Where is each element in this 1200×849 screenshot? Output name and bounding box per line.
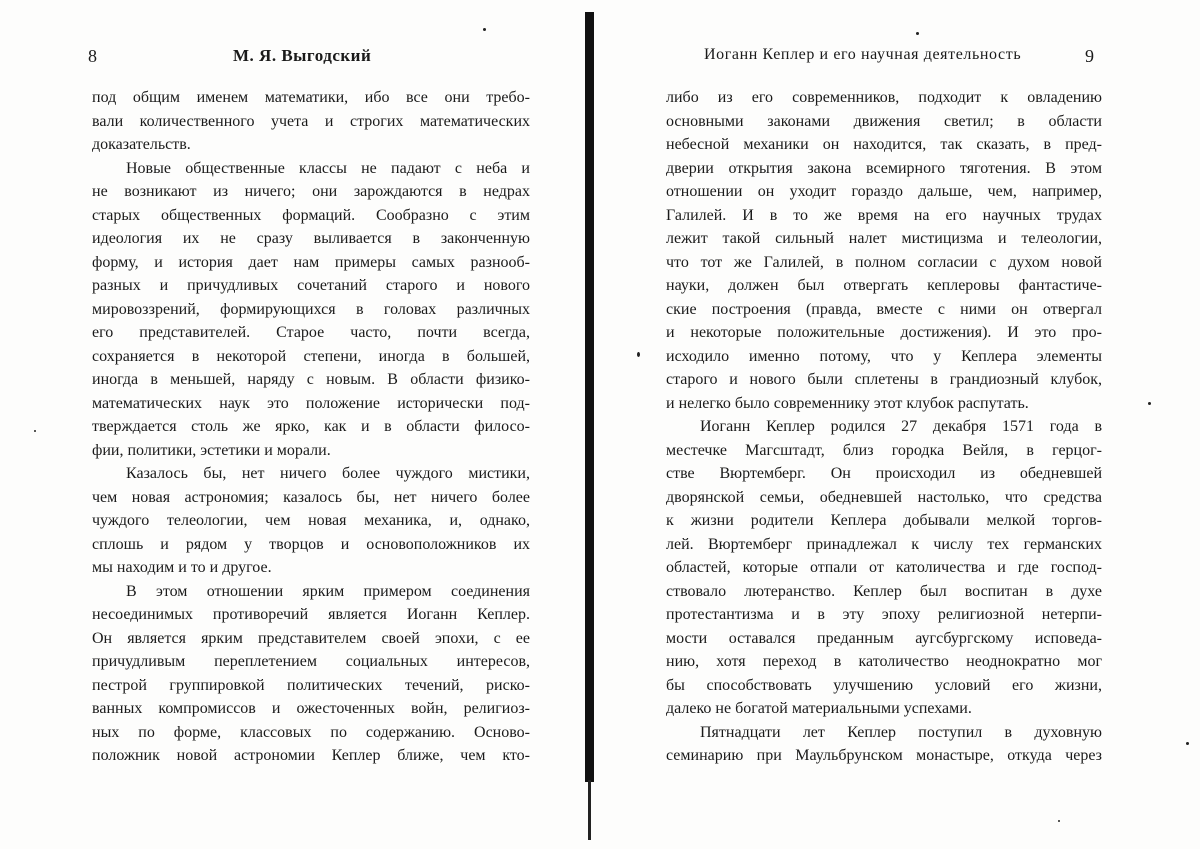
scan-speck <box>483 28 486 31</box>
text-line: несоединимых противоречий является Иоганн Кеплер. <box>92 603 530 627</box>
text-line: пестрой группировкой политических течений, риско- <box>92 674 530 698</box>
right-running-title: Иоганн Кеплер и его научная деятельность <box>704 46 1021 64</box>
text-line: либо из его современников, подходит к овладению <box>666 86 1102 110</box>
scan-speck <box>637 352 640 357</box>
text-line: мы находим и то и другое. <box>92 556 530 580</box>
text-line: математических наук это положение исторически под- <box>92 392 530 416</box>
text-line: сплошь и рядом у творцов и основоположников их <box>92 533 530 557</box>
text-line: Казалось бы, нет ничего более чуждого мистики, <box>92 462 530 486</box>
text-line: к жизни родители Кеплера добывали мелкой торгов- <box>666 509 1102 533</box>
text-line: старых общественных формаций. Сообразно с этим <box>92 204 530 228</box>
scan-speck <box>1186 742 1189 745</box>
text-line: идеология их не сразу выливается в законченную <box>92 227 530 251</box>
text-line: нию, хотя переход в католичество неоднократно мог <box>666 650 1102 674</box>
left-page-number: 8 <box>88 46 97 67</box>
text-line: дверии открытия закона всемирного тяготения. В этом <box>666 157 1102 181</box>
text-line: лежит такой сильный налет мистицизма и телеологии, <box>666 227 1102 251</box>
scan-speck <box>1148 402 1151 405</box>
right-body-text <box>666 86 1102 768</box>
left-body-text <box>92 86 530 768</box>
text-line: ствовало лютеранство. Кеплер был воспитан в духе <box>666 580 1102 604</box>
text-line: Он является ярким представителем своей эпохи, с ее <box>92 627 530 651</box>
text-line: Иоганн Кеплер родился 27 декабря 1571 года в <box>666 415 1102 439</box>
text-line: бы способствовать улучшению условий его жизни, <box>666 674 1102 698</box>
text-line: ские построения (правда, вместе с ними он отвергал <box>666 298 1102 322</box>
text-line: форму, и история дает нам примеры самых разнооб- <box>92 251 530 275</box>
text-line: протестантизма и в эту эпоху религиозной нетерпи- <box>666 603 1102 627</box>
text-line: не возникают из ничего; они зарождаются в недрах <box>92 180 530 204</box>
text-line: ных по форме, классовых по содержанию. Осново- <box>92 721 530 745</box>
gutter-shadow <box>585 12 594 782</box>
text-line: мировоззрений, формирующихся в головах различных <box>92 298 530 322</box>
text-line: сохраняется в некоторой степени, иногда в большей, <box>92 345 530 369</box>
text-line: далеко не богатой материальными успехами. <box>666 697 1102 721</box>
scan-speck <box>34 430 36 432</box>
right-page-number: 9 <box>1085 46 1094 67</box>
text-line: и некоторые положительные достижения). И это про- <box>666 321 1102 345</box>
right-page <box>600 0 1200 849</box>
text-line: В этом отношении ярким примером соединения <box>92 580 530 604</box>
text-line: Новые общественные классы не падают с неба и <box>92 157 530 181</box>
text-line: и нелегко было современнику этот клубок распутать. <box>666 392 1102 416</box>
text-line: Пятнадцати лет Кеплер поступил в духовную <box>666 721 1102 745</box>
text-line: науки, должен был отвергать кеплеровы фантастиче- <box>666 274 1102 298</box>
text-line: чуждого телеологии, чем новая механика, и, однако, <box>92 509 530 533</box>
text-line: что тот же Галилей, в полном согласии с духом новой <box>666 251 1102 275</box>
text-line: стве Вюртемберг. Он происходил из обедневшей <box>666 462 1102 486</box>
text-line: дворянской семьи, обедневшей настолько, что средства <box>666 486 1102 510</box>
text-line: тверждается столь же ярко, как и в области филосо- <box>92 415 530 439</box>
text-line: старого и нового были сплетены в грандиозный клубок, <box>666 368 1102 392</box>
book-spread <box>0 0 1200 849</box>
text-line: под общим именем математики, ибо все они требо- <box>92 86 530 110</box>
text-line: семинарию при Маульбрунском монастыре, откуда через <box>666 744 1102 768</box>
text-line: доказательств. <box>92 133 530 157</box>
text-line: лей. Вюртемберг принадлежал к числу тех германских <box>666 533 1102 557</box>
text-line: фии, политики, эстетики и морали. <box>92 439 530 463</box>
text-line: небесной механики он находится, так сказать, в пред- <box>666 133 1102 157</box>
left-running-title: М. Я. Выгодский <box>233 46 371 66</box>
gutter-shadow-lower <box>588 780 591 840</box>
text-line: причудливым переплетением социальных интересов, <box>92 650 530 674</box>
text-line: основными законами движения светил; в области <box>666 110 1102 134</box>
text-line: областей, которые отпали от католичества и где господ- <box>666 556 1102 580</box>
scan-speck <box>1058 820 1060 822</box>
text-line: его представителей. Старое часто, почти всегда, <box>92 321 530 345</box>
text-line: вали количественного учета и строгих математических <box>92 110 530 134</box>
text-line: мости оставался преданным аугсбургскому исповеда- <box>666 627 1102 651</box>
book-gutter <box>581 0 595 849</box>
text-line: отношении он уходит гораздо дальше, чем, например, <box>666 180 1102 204</box>
text-line: местечке Магсштадт, близ городка Вейля, в герцог- <box>666 439 1102 463</box>
text-line: разных и причудливых сочетаний старого и нового <box>92 274 530 298</box>
left-page <box>0 0 575 849</box>
text-line: ванных компромиссов и ожесточенных войн, религиоз- <box>92 697 530 721</box>
text-line: Галилей. И в то же время на его научных трудах <box>666 204 1102 228</box>
text-line: иногда в меньшей, наряду с новым. В области физико- <box>92 368 530 392</box>
text-line: исходило именно потому, что у Кеплера элементы <box>666 345 1102 369</box>
text-line: чем новая астрономия; казалось бы, нет ничего более <box>92 486 530 510</box>
scan-speck <box>916 32 919 35</box>
text-line: положник новой астрономии Кеплер ближе, чем кто- <box>92 744 530 768</box>
